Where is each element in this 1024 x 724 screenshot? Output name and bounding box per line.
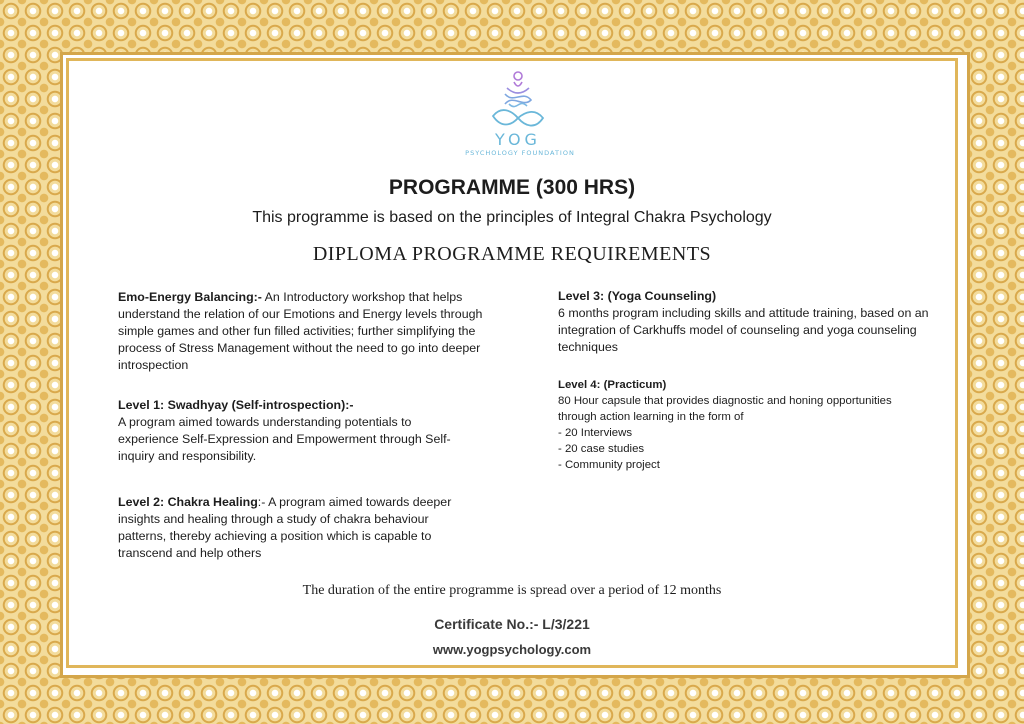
- yog-spiral-figure-icon: [483, 68, 553, 132]
- certificate-number: Certificate No.:- L/3/221: [434, 616, 590, 632]
- level4-item: - 20 Interviews: [558, 427, 633, 439]
- level1-label: Level 1: Swadhyay (Self-introspection):-: [118, 398, 354, 412]
- level3-text: 6 months program including skills and attitude training, based on an integration of Carkhuffs model of counseling and yoga counseling techniques: [558, 306, 929, 354]
- level4-item: - Community project: [558, 459, 660, 471]
- logo-wordmark: YOG: [495, 130, 541, 149]
- level4-item: - 20 case studies: [558, 443, 645, 455]
- logo-tagline: PSYCHOLOGY FOUNDATION: [465, 149, 575, 157]
- level4-label: Level 4: (Practicum): [558, 379, 667, 391]
- level1-text: A program aimed towards understanding potentials to experience Self-Expression and Empowerment through Self-inquiry and responsibility.: [118, 415, 451, 463]
- level3-section: [558, 288, 938, 356]
- level2-label: Level 2: Chakra Healing: [118, 495, 258, 509]
- level2-section: [118, 494, 466, 562]
- logo: [465, 68, 575, 168]
- emo-energy-label: Emo-Energy Balancing:-: [118, 290, 262, 304]
- section-heading: DIPLOMA PROGRAMME REQUIREMENTS: [312, 243, 712, 265]
- emo-energy-section: [118, 289, 498, 374]
- duration-note: The duration of the entire programme is spread over a period of 12 months: [302, 583, 722, 598]
- level3-label: Level 3: (Yoga Counseling): [558, 289, 717, 303]
- level4-text: 80 Hour capsule that provides diagnostic and honing opportunities through action learning in the form of: [558, 395, 892, 423]
- page-title: PROGRAMME (300 HRS): [388, 176, 636, 199]
- emo-energy-text: An Introductory workshop that helps understand the relation of our Emotions and Energy levels through simple games and other fun filled activities; further simplifying the process of Stress Management without the need to go into deeper introspection: [118, 290, 483, 372]
- level4-section: [558, 377, 930, 473]
- page-subtitle: This programme is based on the principles of Integral Chakra Psychology: [252, 209, 772, 226]
- level1-section: [118, 397, 458, 465]
- website-url: www.yogpsychology.com: [432, 642, 592, 657]
- level2-text: :- A program aimed towards deeper insights and healing through a study of chakra behaviour patterns, thereby achieving a position which is capable to transcend and help others: [118, 495, 452, 560]
